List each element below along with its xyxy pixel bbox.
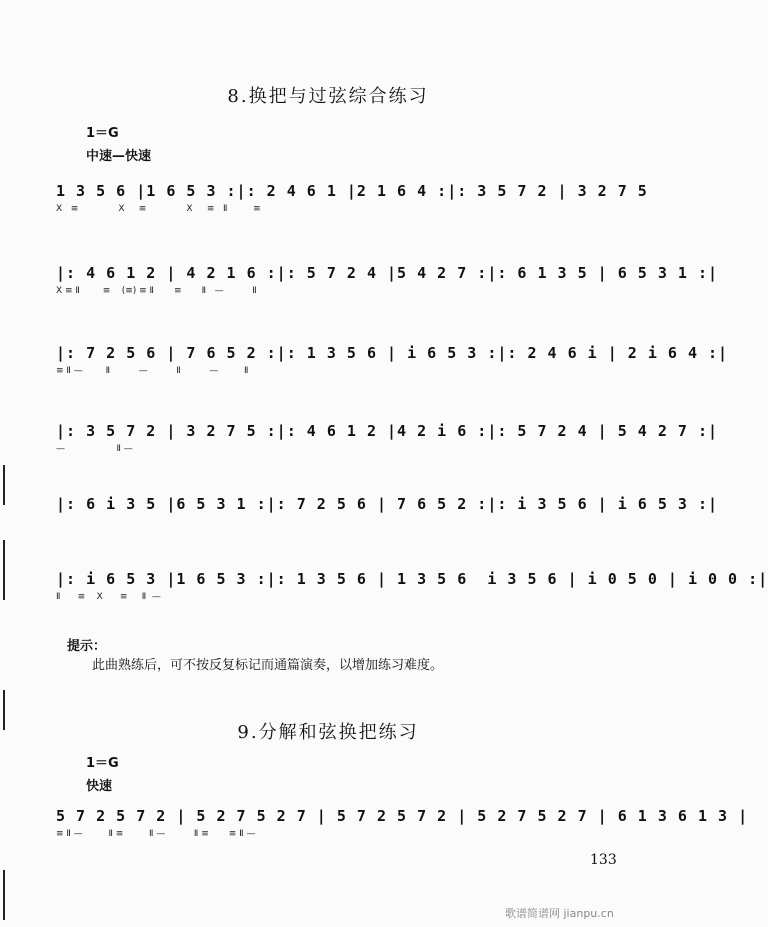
score-notes: 1 3 5 6 |1 6 5 3 :|: 2 4 6 1 |2 1 6 4 :|: 3 5 7 2 | 3 2 7 5 (56, 182, 648, 200)
section-9-key: 1＝G (86, 756, 119, 771)
score-notes: |: i 6 5 3 |1 6 5 3 :|: 1 3 5 6 | 1 3 5 6 i 3 5 6 | i 0 5 0 | i 0 0 :| (56, 570, 768, 588)
bowing-marks: X ≡ Ⅱ ≡ (≡) ≡ Ⅱ ≡ Ⅱ — Ⅱ (56, 286, 257, 296)
binding-mark (3, 465, 5, 505)
score-notes: |: 4 6 1 2 | 4 2 1 6 :|: 5 7 2 4 |5 4 2 7 :|: 6 1 3 5 | 6 5 3 1 :| (56, 264, 719, 282)
bowing-marks: ≡ Ⅱ — Ⅱ — Ⅱ — Ⅱ (56, 366, 249, 376)
bowing-marks: Ⅱ ≡ X ≡ Ⅱ — (56, 592, 161, 602)
score-line (56, 180, 648, 216)
section-9-tempo: 快速 (86, 779, 113, 794)
score-notes: |: 3 5 7 2 | 3 2 7 5 :|: 4 6 1 2 |4 2 i 6 :|: 5 7 2 4 | 5 4 2 7 :| (56, 422, 719, 440)
score-line (56, 420, 719, 456)
tip-text: 此曲熟练后，可不按反复标记而通篇演奏，以增加练习难度。 (92, 658, 444, 673)
score-line (56, 805, 749, 841)
score-notes: |: 6 i 3 5 |6 5 3 1 :|: 7 2 5 6 | 7 6 5 2 :|: i 3 5 6 | i 6 5 3 :| (56, 495, 719, 513)
bowing-marks: ≡ Ⅱ — Ⅱ ≡ Ⅱ — Ⅱ ≡ ≡ Ⅱ — (56, 829, 256, 839)
section-9-title: 9.分解和弦换把练习 (237, 722, 419, 743)
binding-mark (3, 870, 5, 920)
tip-label: 提示： (67, 639, 107, 654)
score-line (56, 493, 719, 529)
score-line (56, 568, 768, 604)
score-line (56, 262, 719, 298)
bowing-marks: — Ⅱ — (56, 444, 133, 454)
section-8-key: 1＝G (86, 126, 119, 141)
binding-mark (3, 540, 5, 600)
score-line (56, 342, 729, 378)
score-notes: 5 7 2 5 7 2 | 5 2 7 5 2 7 | 5 7 2 5 7 2 | 5 2 7 5 2 7 | 6 1 3 6 1 3 | (56, 807, 749, 825)
page-number: 133 (590, 852, 617, 868)
section-8-title: 8.换把与过弦综合练习 (227, 86, 429, 107)
bowing-marks: X ≡ X ≡ X ≡ Ⅱ ≡ (56, 204, 261, 214)
score-notes: |: 7 2 5 6 | 7 6 5 2 :|: 1 3 5 6 | i 6 5 3 :|: 2 4 6 i | 2 i 6 4 :| (56, 344, 729, 362)
section-8-tempo: 中速—快速 (86, 149, 152, 164)
watermark: 歌谱简谱网 jianpu.cn (505, 907, 614, 920)
